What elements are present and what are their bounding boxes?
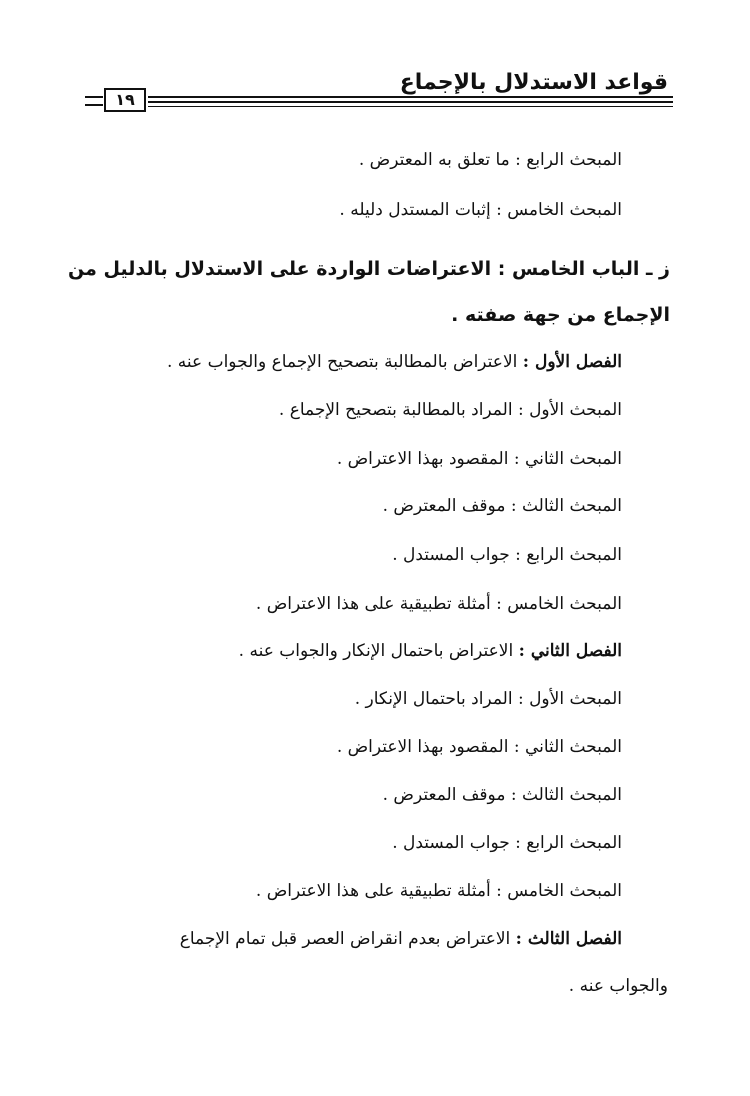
header-rule [148,101,673,103]
toc-line: المبحث الخامس : إثبات المستدل دليله . [339,200,622,220]
section-label: الفصل الثالث : [515,929,622,949]
section-label: الفصل الأول : [522,352,622,372]
section-heading [180,927,622,951]
toc-line: المبحث الرابع : جواب المستدل . [392,833,622,853]
toc-line: المبحث الثاني : المقصود بهذا الاعتراض . [336,449,622,469]
toc-line: المبحث الأول : المراد باحتمال الإنكار . [354,689,622,709]
header-rule [148,106,673,107]
toc-line: والجواب عنه . [568,976,668,996]
chapter-heading: ز ـ الباب الخامس : الاعتراضات الواردة على الاستدلال بالدليل من [68,258,670,280]
toc-line: المبحث الخامس : أمثلة تطبيقية على هذا الاعتراض . [255,594,622,614]
toc-line: المبحث الرابع : جواب المستدل . [392,545,622,565]
section-title: الاعتراض باحتمال الإنكار والجواب عنه . [238,641,514,661]
running-title: قواعد الاستدلال بالإجماع [399,70,668,95]
toc-line: المبحث الأول : المراد بالمطالبة بتصحيح الإجماع . [278,400,622,420]
section-title: الاعتراض بعدم انقراض العصر قبل تمام الإجماع [179,929,511,949]
section-heading [239,639,622,663]
section-heading [167,350,622,374]
header-rule-stub [85,104,103,106]
toc-line: المبحث الثالث : موقف المعترض . [382,496,622,516]
toc-line: المبحث الرابع : ما تعلق به المعترض . [358,150,622,170]
header-rule-stub [85,96,103,98]
toc-line: المبحث الثالث : موقف المعترض . [382,785,622,805]
toc-line: المبحث الثاني : المقصود بهذا الاعتراض . [336,737,622,757]
chapter-heading: الإجماع من جهة صفته . [451,304,670,326]
section-title: الاعتراض بالمطالبة بتصحيح الإجماع والجواب عنه . [166,352,518,372]
header-rule [148,96,673,98]
page-number: ١٩ [104,88,146,112]
toc-line: المبحث الخامس : أمثلة تطبيقية على هذا الاعتراض . [255,881,622,901]
section-label: الفصل الثاني : [518,641,622,661]
